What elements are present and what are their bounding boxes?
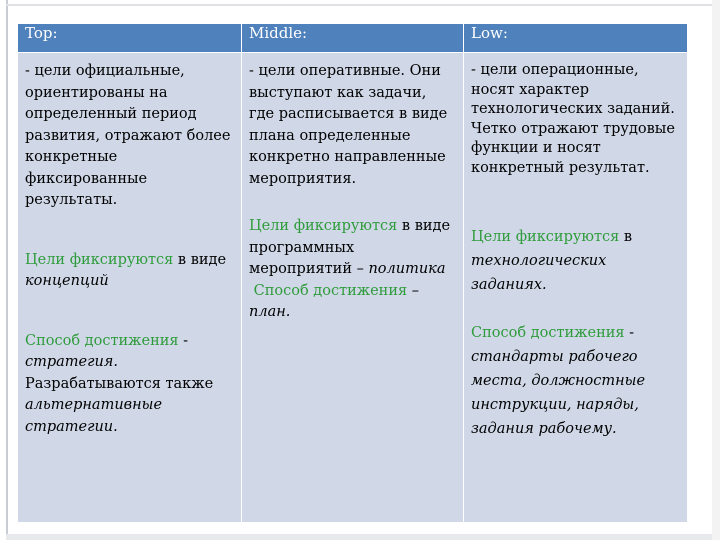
middle-means-sep: – [407, 282, 420, 299]
header-low: Low: [464, 24, 688, 53]
cell-low [464, 53, 688, 523]
table-body-row [18, 53, 688, 523]
top-means-extra-italic: альтернативные стратегии. [25, 397, 163, 435]
top-goals [25, 250, 234, 293]
low-goals-italic: технологических заданиях. [471, 253, 607, 293]
cell-top [18, 53, 242, 523]
low-goals-rest: в [619, 229, 633, 245]
slide-frame-top [6, 4, 720, 6]
table-header-row [18, 24, 688, 53]
low-goals [471, 225, 680, 297]
low-means-sep: - [624, 325, 635, 341]
low-description: - цели операционные, носят характер технологических заданий. Четко отражают трудовые функции и носят конкретный результат. [471, 62, 675, 176]
middle-means [249, 281, 456, 324]
middle-description: - цели оперативные. Они выступают как задачи, где расписывается в виде плана определенные конкретно направленные мероприятия. [249, 63, 448, 187]
low-means [471, 321, 680, 441]
top-goals-rest: в виде [173, 251, 227, 268]
top-means [25, 331, 234, 439]
middle-means-label: Способ достижения [253, 282, 408, 299]
top-means-sep: - [178, 332, 189, 349]
cell-middle [242, 53, 464, 523]
middle-goals-rest: в виде программных мероприятий – [249, 218, 451, 277]
header-middle: Middle: [242, 24, 464, 53]
slide-frame-right [712, 0, 720, 540]
middle-goals-italic: политика [368, 261, 446, 277]
low-goals-label: Цели фиксируются [471, 229, 620, 245]
top-description: - цели официальные, ориентированы на определенный период развития, отражают более конкретные фиксированные результаты. [25, 63, 231, 208]
middle-goals-label: Цели фиксируются [249, 218, 398, 234]
top-means-extra: Разрабатываются также [25, 375, 214, 392]
header-top: Top: [18, 24, 242, 53]
middle-means-italic: план. [249, 304, 291, 320]
top-goals-label: Цели фиксируются [25, 251, 174, 268]
low-means-italic: стандарты рабочего места, должностные инструкции, наряды, задания рабочему. [471, 349, 646, 437]
top-means-label: Способ достижения [25, 332, 179, 349]
middle-goals [249, 216, 456, 281]
slide-frame-left [6, 0, 8, 540]
top-goals-italic: концепций [25, 273, 109, 289]
slide-frame-bottom [6, 534, 720, 540]
low-means-label: Способ достижения [471, 325, 625, 341]
top-means-italic: стратегия. [25, 354, 119, 370]
goals-levels-table [17, 23, 688, 523]
